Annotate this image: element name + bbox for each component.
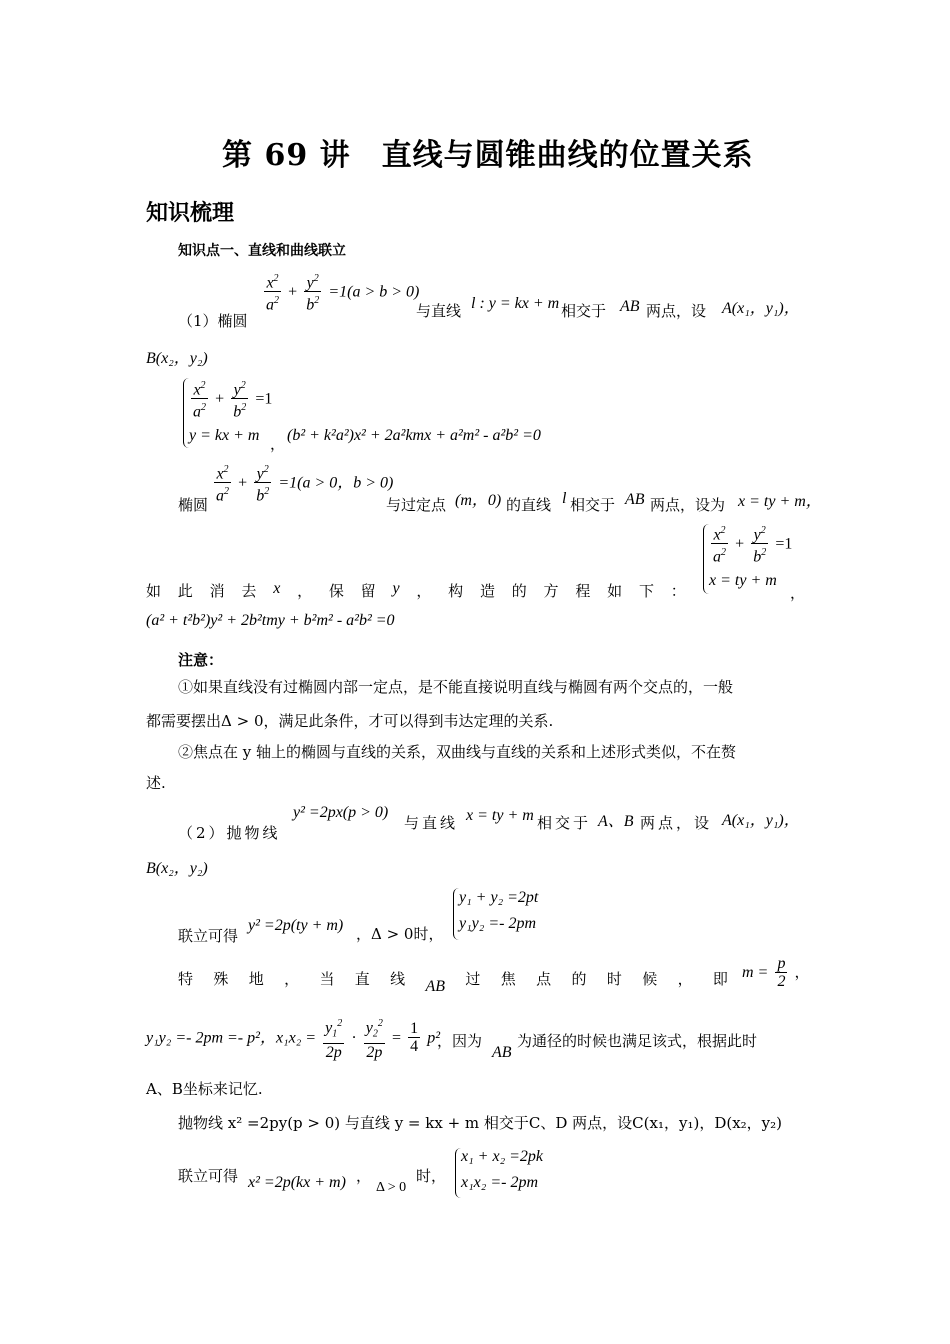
quadratic-equation-1: (b² + k²a²)x² + 2a²kmx + a²m² - a²b² =0 <box>287 427 541 444</box>
p5-delta: ，Δ > 0时， <box>356 925 444 943</box>
p7-text: ，因为 <box>437 1032 483 1050</box>
eliminate-line: 如 此 消 去 x ， 保 留 y ， 构 造 的 方 程 如 下 ： <box>146 580 686 600</box>
p1-label: （1）椭圆 <box>178 312 248 330</box>
ellipse-condition-2: =1(a > 0，b > 0) <box>278 474 394 492</box>
variable-x: x <box>273 580 281 597</box>
p7-text2: 为通径的时候也满足该式，根据此时 <box>517 1032 758 1050</box>
p1-ab: AB <box>620 298 640 315</box>
note-2-line-2: 述. <box>146 774 166 792</box>
note-1-line-2: 都需要摆出Δ > 0，满足此条件，才可以得到韦达定理的关系. <box>146 712 554 730</box>
section-heading: 知识梳理 <box>146 200 235 226</box>
system-2-row-1: $\frac{x^2}{a^2}$ + $\frac{y^2}{b^2}$ =1 <box>709 522 792 566</box>
point-b-2: B(x₂，y₂) <box>146 860 208 877</box>
focus-m-value: m = $\frac{p}{2}$ ， <box>742 955 810 990</box>
parabola-2-line: 抛物线 x² =2py(p > 0) 与直线 y = kx + m 相交于C、D 两点，设C(x₁，y₁)，D(x₂，y₂) <box>178 1114 783 1132</box>
p2-text: 与过定点 <box>386 496 447 514</box>
system-1-row-2: y = kx + m <box>189 427 260 444</box>
system-1-row-1: $\frac{x^2}{a^2}$ + $\frac{y^2}{b^2}$ =1 <box>189 377 272 421</box>
variable-y: y <box>392 580 400 597</box>
point-a-2: A(x₁，y₁)， <box>722 812 800 829</box>
y-product: y₁y₂ =- 2pm =- p² <box>146 1029 260 1047</box>
page-title: 第 69 讲 直线与圆锥曲线的位置关系 <box>222 138 754 173</box>
p-squared: p² <box>427 1029 441 1047</box>
p1-points: 两点，设 <box>646 302 707 320</box>
line-equation-1: l : y = kx + m <box>471 295 560 312</box>
comma-1: ， <box>270 435 286 453</box>
p2-text4: 两点，设为 <box>650 496 726 514</box>
ellipse-condition-1: =1(a > b > 0) <box>328 283 420 301</box>
p1-intersect: 相交于 <box>561 302 607 320</box>
p4-with: 与直线 <box>404 814 459 832</box>
p2-text2: 的直线 <box>506 496 552 514</box>
p10-delta: Δ > 0 <box>376 1180 407 1195</box>
system-3-row-2: y₁y₂ =- 2pm <box>459 915 537 932</box>
p5-label: 联立可得 <box>178 927 239 945</box>
parabola-substitution: y² =2p(ty + m) <box>248 917 344 934</box>
p4-label: （2）抛物线 <box>178 824 281 842</box>
p10-when: 时， <box>416 1167 447 1185</box>
system-3-row-1: y₁ + y₂ =2pt <box>459 889 539 906</box>
p4-ab: A、B <box>598 813 634 830</box>
p1-with: 与直线 <box>416 302 462 320</box>
p6-ab: AB <box>425 978 446 995</box>
p2-text3: 相交于 <box>570 496 616 514</box>
p2-label: 椭圆 <box>178 496 209 514</box>
note-title: 注意： <box>178 651 224 669</box>
line-l: l <box>562 490 567 507</box>
p10-comma: ， <box>356 1167 372 1185</box>
note-2-line-1: ②焦点在 y 轴上的椭圆与直线的关系，双曲线与直线的关系和上述形式类似，不在赘 <box>178 743 737 761</box>
point-b-1: B(x₂，y₂) <box>146 350 208 367</box>
subsection-heading: 知识点一、直线和曲线联立 <box>178 243 346 259</box>
p2-ab: AB <box>625 491 645 508</box>
x-product: ，x₁x₂ = <box>259 1029 317 1047</box>
line-equation-2: x = ty + m <box>466 807 534 824</box>
comma-2: ， <box>790 584 806 602</box>
parabola-substitution-2: x² =2p(kx + m) <box>248 1174 346 1191</box>
ellipse-equation-2: $\frac{x^2}{a^2}$ + $\frac{y^2}{b^2}$ =1(a > 0，b > 0) <box>212 461 393 505</box>
line-substitution: x = ty + m， <box>738 493 822 510</box>
system-2-rhs: =1 <box>775 535 793 553</box>
system-4-row-2: x₁x₂ =- 2pm <box>461 1174 539 1191</box>
p4-points: 两点，设 <box>640 814 713 832</box>
product-line: y₁y₂ =- 2pm =- p²，x₁x₂ = $\frac{y_1^2}{2p}$ · $\frac{y_2^2}{2p}$ = $\frac{1}{4}$ p² <box>146 1015 440 1061</box>
note-1-line-1: ①如果直线没有过椭圆内部一定点，是不能直接说明直线与椭圆有两个交点的，一般 <box>178 678 734 696</box>
memory-note: A、B坐标来记忆. <box>146 1080 263 1098</box>
point-a-1: A(x₁，y₁)， <box>722 300 800 317</box>
fixed-point: (m，0) <box>455 492 502 509</box>
special-case-line: 特 殊 地 ， 当 直 线 AB 过 焦 点 的 时 候 ， 即 <box>178 968 728 989</box>
system-4-row-1: x₁ + x₂ =2pk <box>461 1148 544 1165</box>
quadratic-equation-2: (a² + t²b²)y² + 2b²tmy + b²m² - a²b² =0 <box>146 612 395 629</box>
parabola-equation-1: y² =2px(p > 0) <box>293 804 389 821</box>
p4-intersect: 相交于 <box>537 814 592 832</box>
ellipse-equation-1: $\frac{x^2}{a^2}$ + $\frac{y^2}{b^2}$ =1(a > b > 0) <box>262 270 419 314</box>
system-2-row-2: x = ty + m <box>709 572 777 589</box>
p7-ab: AB <box>492 1044 512 1061</box>
system-1-rhs: =1 <box>255 390 273 408</box>
p10-label: 联立可得 <box>178 1167 239 1185</box>
